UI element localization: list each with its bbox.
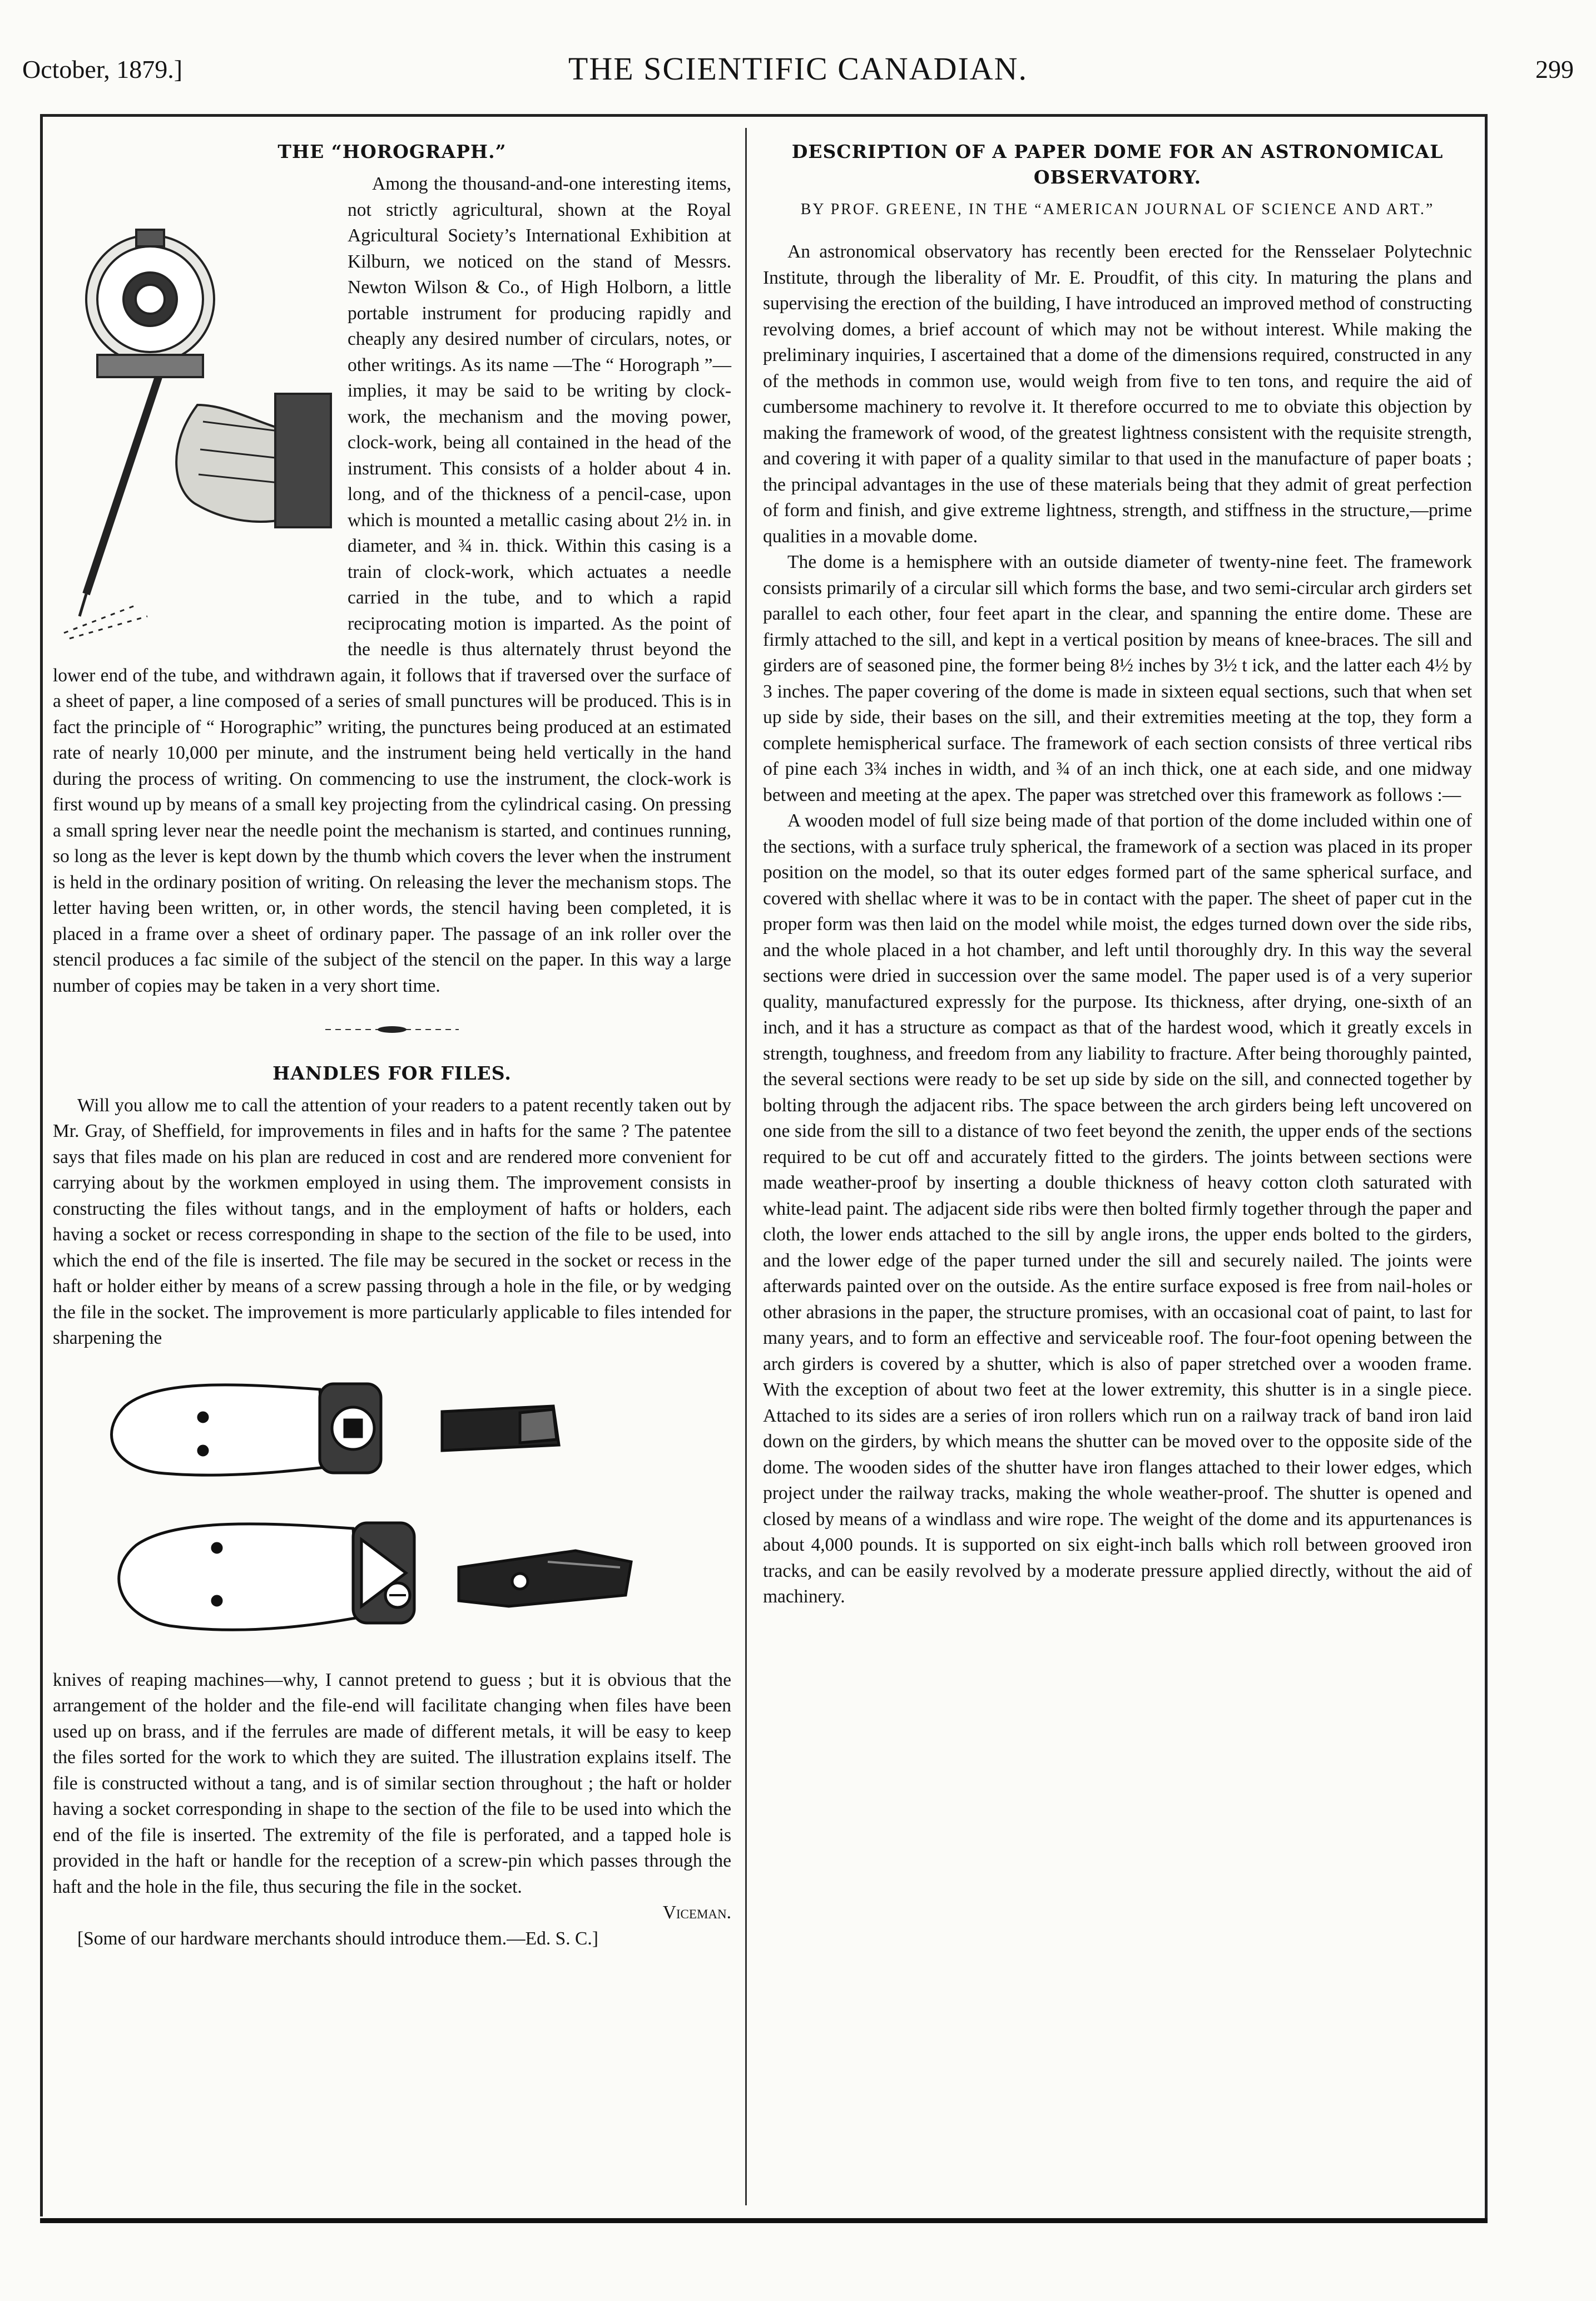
issue-date: October, 1879.] [22, 55, 183, 83]
paper-dome-body-3: A wooden model of full size being made of that portion of the dome included within one of the sections, with a surface truly spherical, the framework of a section was placed in its proper position on the model, so that its outer edges formed part of the same spherical surface, and covered with shellac where it was to be in contact with the paper. The sheet of paper cut in the proper form was then laid on the model while moist, the edges turned down over the side ribs, and the whole placed in a hot chamber, and left until thoroughly dry. In this way the several sections were dried in succession over the same model. The paper used is of a very superior quality, manufactured expressly for the purpose. Its thickness, after drying, one-sixth of an inch, and it has a structure as compact as that of the hardest wood, which it greatly excels in strength, toughness, and freedom from any liability to fracture. After being thoroughly painted, the several sections were ready to be set up side by side on the sill, and connected together by bolting through the adjacent ribs. The space between the arch girders being left uncovered on one side from the sill to a distance of two feet beyond the zenith, the upper ends of the sections required to be cut off and accurately fitted to the girders. The joints between sections were made weather-proof by inserting a double thickness of heavy cotton cloth saturated with white-lead paint. The adjacent side ribs were then bolted firmly together through the paper and cloth, the lower ends attached to the sill by angle irons, the upper ends bolted to the girders, and the lower edge of the paper turned under the sill and securely nailed. The joints were afterwards painted over on the outside. As the entire surface exposed is free from nail-holes or other abrasions in the paper, the structure promises, with an occasional coat of paint, to last for many years, and to form an effective and serviceable roof. The four-foot opening between the arch girders is covered by a shutter, which is also of paper stretched over a wooden frame. With the exception of about two feet at the lower extremity, this shutter is in a single piece. Attached to its sides are a series of iron rollers which run on a railway track of band iron laid down on the girders, by which means the shutter can be moved over to the opposite side of the dome. The wooden sides of the shutter have iron flanges attached to their lower edges, which project under the railway tracks, making the whole weather-proof. The shutter is opened and closed by means of a windlass and wire rope. The weight of the dome and its appurtenances is about 4,000 pounds. It is supported on six eight-inch balls which roll between grooved iron tracks, and can be easily revolved by a moderate pressure applied directly, without the aid of machinery. [763, 810, 1472, 1607]
section-separator [53, 1018, 731, 1044]
left-column [53, 139, 731, 1952]
file-handles-body-2: knives of reaping machines—why, I cannot pretend to guess ; but it is obvious that the arrangement of the holder and the file-end will facilitate changing when files have been used up on brass, and if the ferrules are made of different metals, it will be easy to keep the files sorted for the work to which they are suited. The illustration explains itself. The file is constructed without a tang, and is of similar section throughout ; the haft or holder having a socket corresponding in shape to the section of the file to be used into which the end of the file is inserted. The extremity of the file is perforated, and a tapped hole is provided in the haft or handle for the reception of a screw-pin which passes through the haft and the hole in the file, thus securing the file in the socket. [53, 1669, 731, 1897]
horograph-pen-drawing [53, 171, 336, 650]
paper-dome-byline: BY PROF. GREENE, IN THE “AMERICAN JOURNAL OF SCIENCE AND ART.” [800, 201, 1435, 218]
page-frame-bottom-rule [40, 2218, 1488, 2223]
file-handles-heading: HANDLES FOR FILES. [272, 1062, 512, 1084]
horograph-body: Among the thousand-and-one interesting items, not strictly agricultural, shown at the Royal Agricultural Society’s International Exhibition at Kilburn, we noticed on the stand of Messrs. Newton Wilson & Co., of High Holborn, a little portable instrument for producing rapidly and cheaply any desired number of circulars, notes, or other writings. As its name —The “ Horograph ”—implies, it may be said to be writing by clock-work, the mechanism and the moving power, clock-work, being all contained in the head of the instrument. This consists of a holder about 4 in. long, and of the thickness of a pencil-case, upon which is mounted a metallic casing about 2½ in. in diameter, and ¾ in. thick. Within this casing is a train of clock-work, which actuates a needle carried in the tube, and to which a rapid reciprocating motion is imparted. As the point of the needle is thus alternately thrust beyond the lower end of the tube, and withdrawn again, it follows that if traversed over the surface of a sheet of paper, a line composed of a series of small punctures will be produced. This is in fact the principle of “ Horographic” writing, the punctures being produced at an estimated rate of nearly 10,000 per minute, and the instrument being held vertically in the hand during the process of writing. On commencing to use the instrument, the clock-work is first wound up by means of a small key projecting from the cylindrical casing. On pressing a small spring lever near the needle point the mechanism is started, and continues running, so long as the lever is kept down by the thumb which covers the lever when the instrument is held in the ordinary position of writing. On releasing the lever the mechanism stops. The letter having been written, or, in other words, the stencil having been completed, it is placed in a frame over a sheet of ordinary paper. The passage of an ink roller over the stencil produces a fac simile of the subject of the stencil on the paper. In this way a large number of copies may be taken in a very short time. [53, 174, 731, 996]
paper-dome-heading: DESCRIPTION OF A PAPER DOME FOR AN ASTRONOMICAL OBSERVATORY. [791, 141, 1444, 188]
signature: Viceman. [662, 1902, 731, 1923]
paper-dome-body-2: The dome is a hemisphere with an outside diameter of twenty-nine feet. The framework consists primarily of a circular sill which forms the base, and two semi-circular arch girders set parallel to each other, four feet apart in the clear, and spanning the entire dome. These are firmly attached to the sill, and kept in a vertical position by means of knee-braces. The sill and girders are of seasoned pine, the former being 8½ inches by 3½ t ick, and the latter each 4½ by 3 inches. The paper covering of the dome is made in sixteen equal sections, such that when set up side by side, their bases on the sill, and their extremities meeting at the top, they form a complete hemispherical surface. The framework of each section consists of three vertical ribs of pine each 3¾ inches in width, and ¾ of an inch thick, one at each side, and one midway between and meeting at the apex. The paper was stretched over this framework as follows :— [763, 552, 1472, 805]
horograph-illustration [53, 171, 336, 650]
column-divider [745, 128, 747, 2205]
file-handles-illustration [75, 1362, 709, 1662]
page-frame-right-rule [1485, 114, 1488, 2222]
right-column [763, 139, 1472, 1610]
paper-dome-body-1: An astronomical observatory has recently been erected for the Rensselaer Polytechnic Institute, through the liberality of Mr. E. Proudfit, of this city. In maturing the plans and supervising the erection of the building, I have introduced an improved method of constructing revolving domes, a brief account of which may not be without interest. While making the preliminary inquiries, I ascertained that a dome of the dimensions required, constructed in any of the methods in common use, would weigh from five to ten tons, and require the aid of cumbersome machinery to revolve it. It therefore occurred to me to obviate this objection by making the framework of wood, of the greatest lightness consistent with the requisite strength, and covering it with paper of a quality similar to that used in the manufacture of paper boats ; the principal advantages in the use of these materials being that they admit of great perfection of form and finish, and give extreme lightness, strength, and stiffness in the structure,—prime qualities in a movable dome. [763, 241, 1472, 547]
editor-note: [Some of our hardware merchants should introduce them.—Ed. S. C.] [77, 1928, 598, 1949]
page-number: 299 [1535, 55, 1574, 83]
page-header [22, 50, 1574, 100]
file-handles-body-1: Will you allow me to call the attention of your readers to a patent recently taken out by Mr. Gray, of Sheffield, for improvements in files and in hafts for the same ? The patentee says that files made on his plan are reduced in cost and are rendered more convenient for carrying about by the workmen employed in using them. The improvement consists in constructing the files without tangs, and in the employment of hafts or holders, each having a socket or recess corresponding in shape to the section of the file to be used, into which the end of the file is inserted. The file may be secured in the socket or recess in the haft or holder either by means of a screw passing through a hole in the file, or by wedging the file in the socket. The improvement is more particularly applicable to files intended for sharpening the [53, 1095, 731, 1348]
separator-ornament [320, 1024, 464, 1035]
publication-title: THE SCIENTIFIC CANADIAN. [568, 51, 1028, 87]
horograph-heading: THE “HOROGRAPH.” [277, 141, 507, 162]
